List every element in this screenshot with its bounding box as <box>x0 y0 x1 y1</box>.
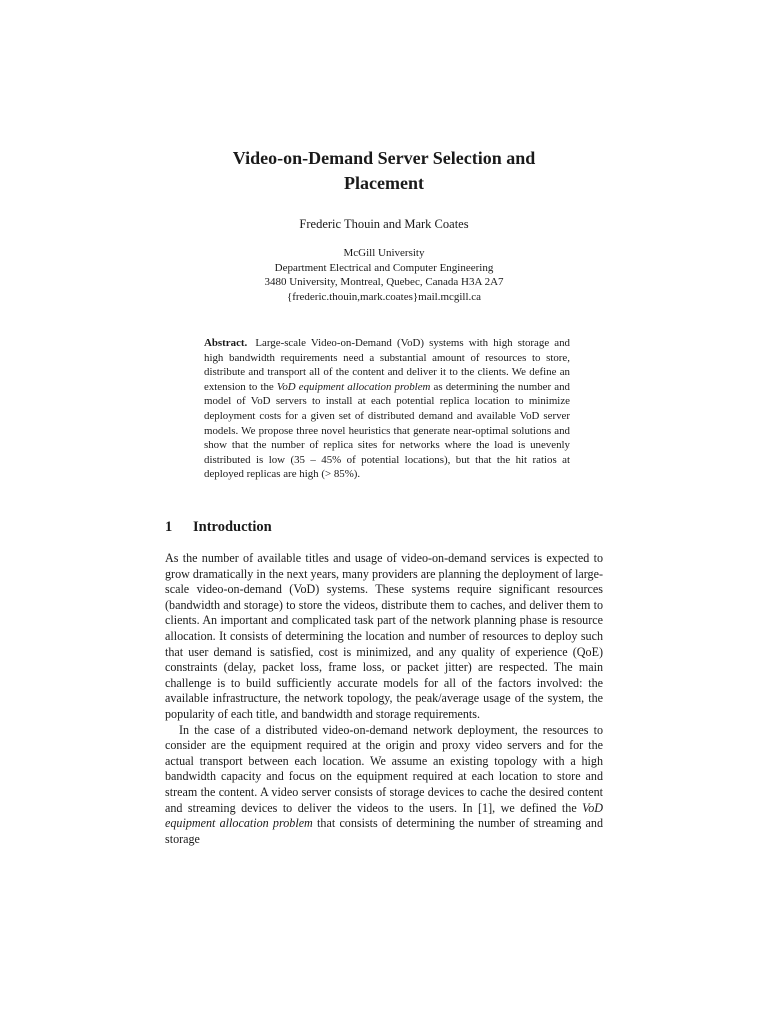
section-title: Introduction <box>193 519 272 535</box>
abstract-label: Abstract. <box>204 337 248 349</box>
affiliation-department: Department Electrical and Computer Engineering <box>274 261 494 274</box>
affiliation-university: McGill University <box>343 247 425 259</box>
paper-authors: Frederic Thouin and Mark Coates <box>299 217 469 231</box>
author-affiliation <box>0 246 768 304</box>
introduction-paragraph-1: As the number of available titles and usage of video-on-demand services is expected to grow dramatically in the next years, many providers are planning the deployment of large-scale video-on-demand (VoD) systems. These systems require significant resources (bandwidth and storage) to store the videos, distribute them to caches, and deliver them to clients. An important and complicated task part of the network planning phase is resource allocation. It consists of determining the location and number of resources to deploy such that user demand is satisfied, cost is minimized, and any quality of experience (QoE) constraints (delay, packet loss, frame loss, or packet jitter) are respected. The main challenge is to build sufficiently accurate models for all of the factors involved: the available infrastructure, the network topology, the peak/average usage of the system, the popularity of each title, and bandwidth and storage requirements. <box>165 551 603 721</box>
abstract-text-part-1: Large-scale Video-on-Demand (VoD) systems with high storage and high bandwidth requirements need a substantial amount of resources to store, distribute and transport all of the content and deliver it to the clients. We define an extension to the <box>204 337 570 393</box>
abstract-text-part-2: as determining the number and model of VoD servers to install at each potential replica location to minimize deployment costs for a given set of distributed demand and available VoD server models. We propose three novel heuristics that generate near-optimal solutions and show that the number of replica sites for networks where the load is unevenly distributed is low (35 – 45% of potential locations), but that the hit ratios at deployed replicas are high (> 85%). <box>204 380 570 481</box>
paragraph-2-text-part-2: that consists of determining the number of streaming and storage <box>165 816 603 846</box>
abstract <box>204 336 570 482</box>
section-number: 1 <box>165 519 173 535</box>
section-heading-introduction <box>165 517 272 537</box>
paper-title-line-2: Placement <box>344 173 424 193</box>
paragraph-2-text-part-1: In the case of a distributed video-on-demand network deployment, the resources to consider are the equipment required at the origin and proxy video servers and for the actual transport between each location. We assume an existing topology with a high bandwidth capacity and focus on the equipment required at each location to store and stream the content. A video server consists of storage devices to cache the desired content and streaming devices to deliver the videos to the users. In [1], we defined the <box>165 722 603 815</box>
paper-title <box>0 146 768 196</box>
paper-title-line-1: Video-on-Demand Server Selection and <box>232 148 536 168</box>
introduction-body <box>165 551 603 847</box>
affiliation-email: {frederic.thouin,mark.coates}mail.mcgill.ca <box>286 290 482 303</box>
affiliation-address: 3480 University, Montreal, Quebec, Canada H3A 2A7 <box>264 276 504 289</box>
introduction-paragraph-2 <box>165 723 603 848</box>
paragraph-2-emphasis: VoD equipment allocation problem <box>165 800 603 831</box>
abstract-emphasis: VoD equipment allocation problem <box>276 380 431 393</box>
